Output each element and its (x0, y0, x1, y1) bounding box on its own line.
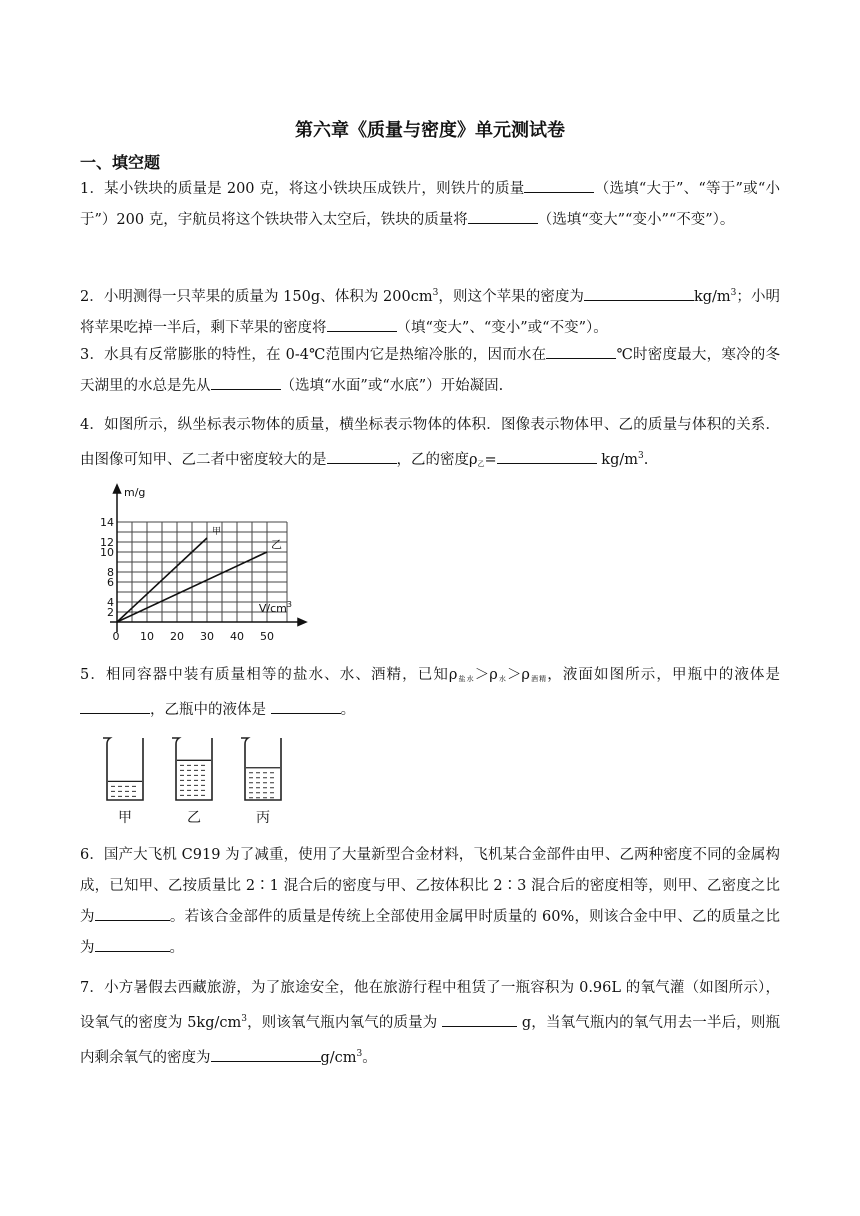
line-yi-label: 乙 (271, 538, 282, 551)
answer-blank[interactable] (211, 1044, 321, 1062)
question-2: 2．小明测得一只苹果的质量为 150g、体积为 $200cm^3$，则这个苹果的密度为 $kg/m^3$；小明将苹果吃掉一半后，剩下苹果的密度将 （填“变大”、“变小”或“不变”）。 (80, 278, 780, 344)
graph-labels (100, 486, 292, 643)
question-5: 5．相同容器中装有质量相等的盐水、水、酒精，已知$\rho_{盐水}>\rho_水>\rho_{酒精}$，液面如图所示，甲瓶中的液体是 ，乙瓶中的液体是 。 (80, 667, 781, 718)
x-tick-label: 20 (170, 630, 184, 643)
jar-label: 乙 (187, 810, 201, 826)
answer-blank[interactable] (468, 206, 538, 224)
answer-blank[interactable] (95, 903, 170, 921)
question-1: 1．某小铁块的质量是 200 克，将这小铁块压成铁片，则铁片的质量 （选填“大于”、“等于”或“小于”）200 克，宇航员将这个铁块带入太空后，铁块的质量将 （选填“变大”“变小”“不变”）。 (80, 174, 780, 236)
jar-1 (103, 738, 143, 826)
x-tick-label: 10 (140, 630, 154, 643)
y-axis-label: m/g (124, 486, 146, 499)
y-tick-label: 2 (107, 606, 114, 619)
jar-label: 丙 (256, 810, 270, 826)
jar-3 (241, 738, 281, 826)
y-tick-label: 6 (107, 576, 114, 589)
y-tick-label: 8 (107, 566, 114, 579)
answer-blank[interactable] (95, 934, 170, 952)
answer-blank[interactable] (584, 283, 694, 301)
jar-outline (241, 738, 281, 800)
section-heading: 一、填空题 (80, 153, 161, 172)
question-7: 7．小方暑假去西藏旅游，为了旅途安全，他在旅游行程中租赁了一瓶容积为 0.96L 的氧气灌（如图所示），设氧气的密度为 $5kg/cm^3$，则该氧气瓶内氧气的质量为 g，当氧气瓶内的氧气用去一半后，则瓶内剩余氧气的密度为 $g/cm^3$。 (80, 980, 780, 1066)
y-tick-label: 14 (100, 516, 114, 529)
jar-label: 甲 (118, 810, 132, 826)
jar-2 (172, 738, 212, 826)
x-axis-label: $V/cm^3$ (258, 600, 292, 615)
graph-svg (96, 482, 316, 652)
x-tick-label: 40 (230, 630, 244, 643)
jar-outline (103, 738, 143, 800)
answer-blank[interactable] (524, 175, 594, 193)
x-tick-label: 30 (200, 630, 214, 643)
answer-blank[interactable] (327, 446, 397, 464)
answer-blank[interactable] (211, 372, 281, 390)
x-tick-label: 50 (260, 630, 274, 643)
y-tick-label: 12 (100, 536, 114, 549)
jars-svg (100, 730, 300, 830)
answer-blank[interactable] (80, 696, 150, 714)
answer-blank[interactable] (497, 446, 597, 464)
answer-blank[interactable] (327, 314, 397, 332)
jar-outline (172, 738, 212, 800)
origin-label: 0 (112, 630, 120, 643)
jars-figure (100, 730, 300, 830)
y-tick-label: 10 (100, 546, 114, 559)
page-title: 第六章《质量与密度》单元测试卷 (295, 120, 565, 141)
question-4: 4．如图所示，纵坐标表示物体的质量，横坐标表示物体的体积．图像表示物体甲、乙的质量与体积的关系．由图像可知甲、乙二者中密度较大的是 ，乙的密度$\rho_乙= kg/m^3$. (80, 417, 780, 468)
mass-volume-graph (96, 482, 316, 652)
answer-blank[interactable] (271, 696, 341, 714)
answer-blank[interactable] (546, 341, 616, 359)
answer-blank[interactable] (442, 1009, 517, 1027)
y-tick-label: 4 (107, 596, 114, 609)
line-jia-label: 甲 (212, 527, 222, 537)
question-3: 3．水具有反常膨胀的特性，在 0-4℃范围内它是热缩冷胀的，因而水在 ℃时密度最大，寒冷的冬天湖里的水总是先从 （选填“水面”或“水底”）开始凝固. (80, 340, 780, 402)
question-6: 6．国产大飞机 C919 为了减重，使用了大量新型合金材料，飞机某合金部件由甲、乙两种密度不同的金属构成，已知甲、乙按质量比 2∶1 混合后的密度与甲、乙按体积比 2∶3 混合后的密度相等，则甲、乙密度之比为 。若该合金部件的质量是传统上全部使用金属甲时质量的 60%，则该合金中甲、乙的质量之比为 。 (80, 847, 780, 956)
